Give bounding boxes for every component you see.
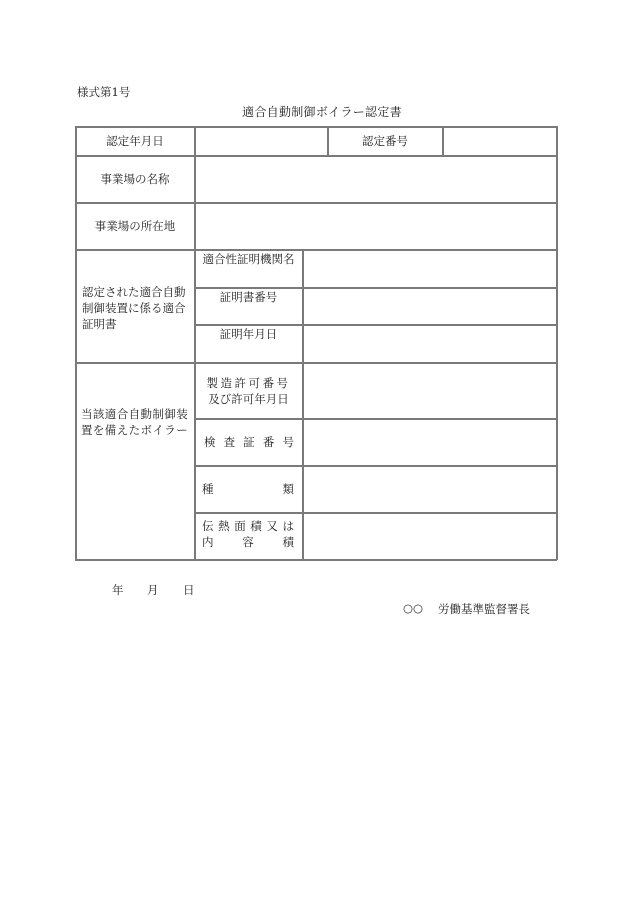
label-type [202, 481, 294, 497]
workplace-location-field[interactable] [196, 204, 556, 248]
form-number: 様式第1号 [77, 85, 131, 99]
label-workplace-location: 事業場の所在地 [94, 219, 176, 233]
heating-surface-or-capacity-field[interactable] [304, 514, 556, 558]
inspection-certificate-number-field[interactable] [304, 420, 556, 464]
label-char: 又 [266, 519, 278, 533]
label-certification-number: 認定番号 [362, 134, 408, 148]
label-certification-date: 認定年月日 [106, 134, 164, 148]
certifying-body-field[interactable] [304, 251, 556, 286]
label-char: 熱 [218, 519, 230, 533]
label-char: 検 [204, 435, 216, 449]
label-certificate-date: 証明年月日 [219, 327, 278, 341]
label-line: 製造許可番号 [206, 376, 291, 390]
label-workplace-name: 事業場の名称 [100, 172, 170, 186]
label-char: 容 [242, 535, 254, 549]
label-char: 番 [262, 435, 275, 449]
label-char: 伝 [202, 519, 214, 533]
certification-number-field[interactable] [444, 128, 556, 154]
label-inspection-certificate-number [204, 434, 294, 450]
certification-date-field[interactable] [196, 128, 326, 154]
label-certifying-body: 適合性証明機関名 [202, 252, 295, 266]
label-certificate-group [82, 284, 194, 332]
label-char: 内 [202, 535, 214, 549]
label-char: は [282, 519, 294, 533]
signer-office-placeholder: ○○ [403, 601, 424, 615]
certificate-number-field[interactable] [304, 289, 556, 323]
table-border-left [75, 126, 77, 560]
workplace-name-field[interactable] [196, 157, 556, 201]
issue-date-day: 日 [183, 583, 195, 597]
label-certificate-number: 証明書番号 [219, 290, 278, 304]
issue-date-year: 年 [112, 583, 124, 597]
label-char: 種 [202, 482, 214, 496]
document-title: 適合自動制御ボイラー認定書 [242, 105, 402, 119]
manufacture-permit-field[interactable] [304, 364, 556, 417]
label-line: 及び許可年月日 [208, 392, 289, 406]
type-field[interactable] [304, 467, 556, 511]
label-boiler-group [81, 406, 194, 438]
label-char: 積 [282, 535, 294, 549]
signer-title: 労働基準監督署長 [438, 602, 530, 616]
label-manufacture-permit [195, 375, 302, 407]
label-line: 証明書 [82, 317, 117, 331]
label-char: 号 [282, 435, 294, 449]
label-heating-surface-or-capacity [202, 518, 294, 550]
issue-date-month: 月 [147, 583, 159, 597]
label-char: 査 [223, 435, 236, 449]
label-char: 証 [243, 435, 255, 449]
label-line: 置を備えたボイラー [81, 423, 189, 437]
label-char: 類 [282, 482, 294, 496]
table-border-right [556, 126, 558, 560]
label-line: 制御装置に係る適合 [82, 301, 186, 315]
label-line: 認定された適合自動 [82, 285, 186, 299]
label-line: 当該適合自動制御装 [81, 407, 189, 421]
table-border-bottom [75, 559, 557, 561]
certificate-date-field[interactable] [304, 326, 556, 361]
label-char: 面 [234, 519, 246, 533]
label-char: 積 [250, 519, 262, 533]
